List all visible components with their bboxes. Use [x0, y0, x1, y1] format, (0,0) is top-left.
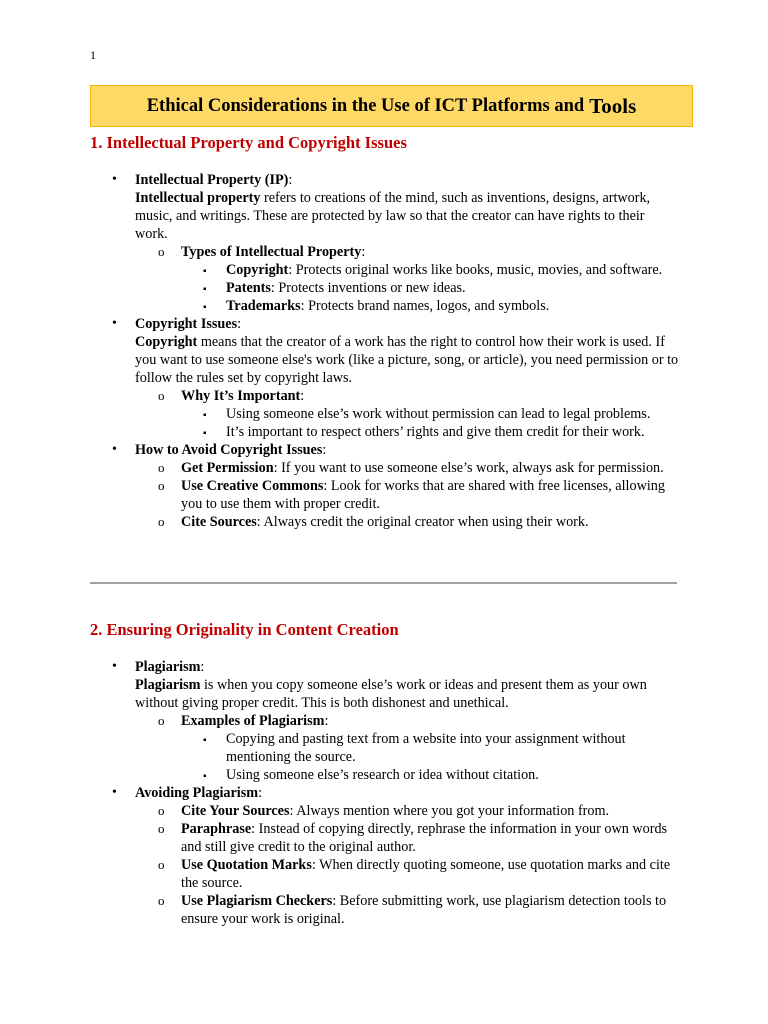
circle-marker: o — [158, 893, 165, 908]
list-item — [0, 730, 768, 766]
square-marker: ▪ — [203, 266, 207, 277]
list-item: o Types of Intellectual Property: — [158, 244, 366, 260]
item-heading: Types of Intellectual Property — [181, 244, 362, 260]
item-term: Cite Sources — [181, 514, 257, 530]
circle-marker: o — [158, 388, 165, 403]
circle-marker: o — [158, 821, 165, 836]
list-item: • Intellectual Property (IP): Intellectual property refers to creations of the mind, such as inventions, designs, artwork, music, and writings. These are protected by law so that the creator can have rights to their work. — [112, 172, 651, 242]
item-term: Copyright — [226, 262, 289, 278]
list-item: • Avoiding Plagiarism: — [112, 785, 263, 801]
item-text: : Before submitting work, use plagiarism detection tools to ensure your work is original. — [181, 893, 667, 927]
item-text: means that the creator of a work has the right to control how their work is used. If you want to use someone else's work (like a picture, song, or article), you need permission or to follow the rules set by copyright laws. — [135, 334, 679, 386]
item-text: : Protects original works like books, music, movies, and software. — [288, 262, 663, 278]
list-item — [0, 279, 768, 297]
item-text: refers to creations of the mind, such as inventions, designs, artwork, music, and writings. These are protected by law so that the creator can have rights to their work. — [135, 190, 651, 242]
square-marker: ▪ — [203, 410, 207, 421]
item-term: Copyright — [135, 334, 198, 350]
item-heading: Avoiding Plagiarism — [135, 785, 259, 801]
list-item — [0, 802, 768, 820]
list-item — [0, 856, 768, 892]
square-marker: ▪ — [203, 771, 207, 782]
item-heading: Why It’s Important — [181, 388, 301, 404]
item-text: : Protects brand names, logos, and symbols. — [300, 298, 550, 314]
circle-marker: o — [158, 514, 165, 529]
list-item — [0, 820, 768, 856]
item-heading: How to Avoid Copyright Issues — [135, 442, 323, 458]
circle-marker: o — [158, 478, 165, 493]
item-text: Copying and pasting text from a website into your assignment without mentioning the source. — [226, 731, 626, 765]
item-term: Use Quotation Marks — [181, 857, 312, 873]
item-text: Using someone else’s work without permission can lead to legal problems. — [226, 406, 651, 422]
item-text: Using someone else’s research or idea without citation. — [226, 767, 539, 783]
list-item: • How to Avoid Copyright Issues: — [112, 442, 327, 458]
title-main: Ethical Considerations in the Use of ICT Platforms and — [146, 95, 585, 116]
list-item — [0, 477, 768, 513]
item-text: : Always credit the original creator when using their work. — [256, 514, 589, 530]
list-item — [0, 405, 768, 423]
circle-marker: o — [158, 460, 165, 475]
list-item — [0, 423, 768, 441]
item-text: : When directly quoting someone, use quotation marks and cite the source. — [181, 857, 671, 891]
section2-heading: 2. Ensuring Originality in Content Creation — [90, 620, 399, 639]
bullet-marker: • — [112, 316, 117, 331]
item-heading: Plagiarism — [135, 659, 201, 675]
list-item: o Why It’s Important: — [158, 388, 305, 404]
item-term: Cite Your Sources — [181, 803, 290, 819]
circle-marker: o — [158, 713, 165, 728]
section-divider — [90, 582, 677, 584]
circle-marker: o — [158, 244, 165, 259]
item-term: Intellectual property — [135, 190, 261, 206]
section1-body — [0, 171, 768, 531]
item-term: Paraphrase — [181, 821, 252, 837]
square-marker: ▪ — [203, 428, 207, 439]
list-item: • Copyright Issues: Copyright means that the creator of a work has the right to control how their work is used. If you want to use someone else's work (like a picture, song, or article), you need permission or to follow the rules set by copyright laws. — [112, 316, 679, 386]
square-marker: ▪ — [203, 735, 207, 746]
section1-heading: 1. Intellectual Property and Copyright Issues — [90, 133, 407, 152]
item-text: : Protects inventions or new ideas. — [270, 280, 466, 296]
list-item — [0, 297, 768, 315]
item-text: : Instead of copying directly, rephrase the information in your own words and still give credit to the original author. — [181, 821, 668, 855]
list-item — [0, 261, 768, 279]
item-term: Patents — [226, 280, 271, 296]
document-title — [90, 85, 693, 127]
item-heading: Intellectual Property (IP) — [135, 172, 289, 188]
list-item — [0, 513, 768, 531]
bullet-marker: • — [112, 442, 117, 457]
item-text: : Look for works that are shared with free licenses, allowing you to use them with proper credit. — [181, 478, 665, 512]
list-item: • Plagiarism: Plagiarism is when you copy someone else’s work or ideas and present them as your own without giving proper credit. This is both dishonest and unethical. — [112, 659, 647, 711]
square-marker: ▪ — [203, 302, 207, 313]
item-text: : If you want to use someone else’s work, always ask for permission. — [273, 460, 664, 476]
item-heading: Examples of Plagiarism — [181, 713, 325, 729]
square-marker: ▪ — [203, 284, 207, 295]
circle-marker: o — [158, 803, 165, 818]
item-term: Use Creative Commons — [181, 478, 324, 494]
item-text: : Always mention where you got your information from. — [289, 803, 610, 819]
bullet-marker: • — [112, 785, 117, 800]
item-heading: Copyright Issues — [135, 316, 238, 332]
page-number: 1 — [90, 48, 96, 62]
title-last-word: Tools — [589, 93, 637, 118]
item-term: Get Permission — [181, 460, 274, 476]
item-text: is when you copy someone else’s work or ideas and present them as your own without giving proper credit. This is both dishonest and unethical. — [135, 677, 647, 711]
list-item — [0, 459, 768, 477]
item-text: It’s important to respect others’ rights and give them credit for their work. — [226, 424, 645, 440]
item-term: Trademarks — [226, 298, 301, 314]
list-item — [0, 892, 768, 928]
circle-marker: o — [158, 857, 165, 872]
item-term: Use Plagiarism Checkers — [181, 893, 333, 909]
bullet-marker: • — [112, 659, 117, 674]
bullet-marker: • — [112, 172, 117, 187]
list-item: o Examples of Plagiarism: — [158, 713, 329, 729]
item-term: Plagiarism — [135, 677, 201, 693]
list-item — [0, 766, 768, 784]
section2-body — [0, 658, 768, 928]
